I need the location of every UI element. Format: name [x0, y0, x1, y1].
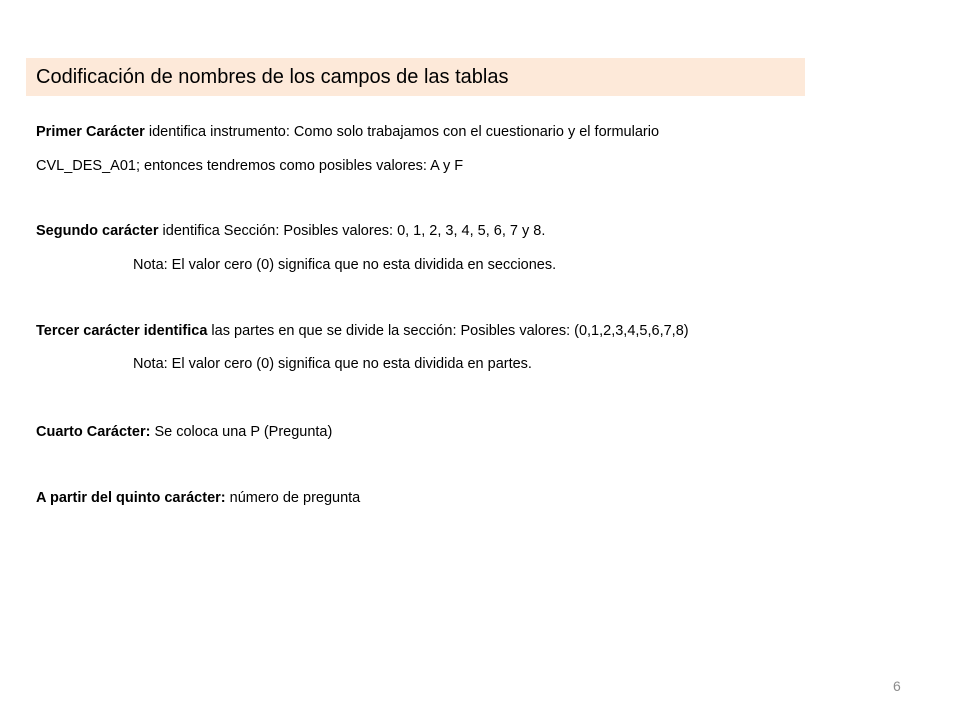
segundo-caracter-nota: Nota: El valor cero (0) significa que no esta dividida en secciones. [133, 257, 557, 273]
segundo-caracter-line [36, 222, 545, 240]
tercer-caracter-nota: Nota: El valor cero (0) significa que no esta dividida en partes. [133, 356, 532, 372]
primer-caracter-line2: CVL_DES_A01; entonces tendremos como posibles valores: A y F [36, 158, 464, 174]
segundo-caracter-label: Segundo carácter [36, 223, 159, 239]
quinto-caracter-text: número de pregunta [225, 490, 361, 506]
segundo-caracter-text: identifica Sección: Posibles valores: 0, 1, 2, 3, 4, 5, 6, 7 y 8. [158, 223, 546, 239]
title-bar [26, 58, 805, 96]
page-number: 6 [893, 678, 901, 694]
slide-title: Codificación de nombres de los campos de las tablas [36, 66, 509, 88]
quinto-caracter-label: A partir del quinto carácter: [36, 490, 226, 506]
tercer-caracter-line [36, 322, 689, 340]
primer-caracter-line [36, 123, 659, 141]
tercer-caracter-label: Tercer carácter identifica [36, 323, 208, 339]
primer-caracter-label: Primer Carácter [36, 124, 145, 140]
quinto-caracter-line [36, 489, 360, 507]
tercer-caracter-text: las partes en que se divide la sección: Posibles valores: (0,1,2,3,4,5,6,7,8) [207, 323, 689, 339]
cuarto-caracter-label: Cuarto Carácter: [36, 424, 151, 440]
primer-caracter-text: identifica instrumento: Como solo trabajamos con el cuestionario y el formulario [144, 124, 660, 140]
cuarto-caracter-text: Se coloca una P (Pregunta) [150, 424, 333, 440]
cuarto-caracter-line [36, 423, 332, 441]
